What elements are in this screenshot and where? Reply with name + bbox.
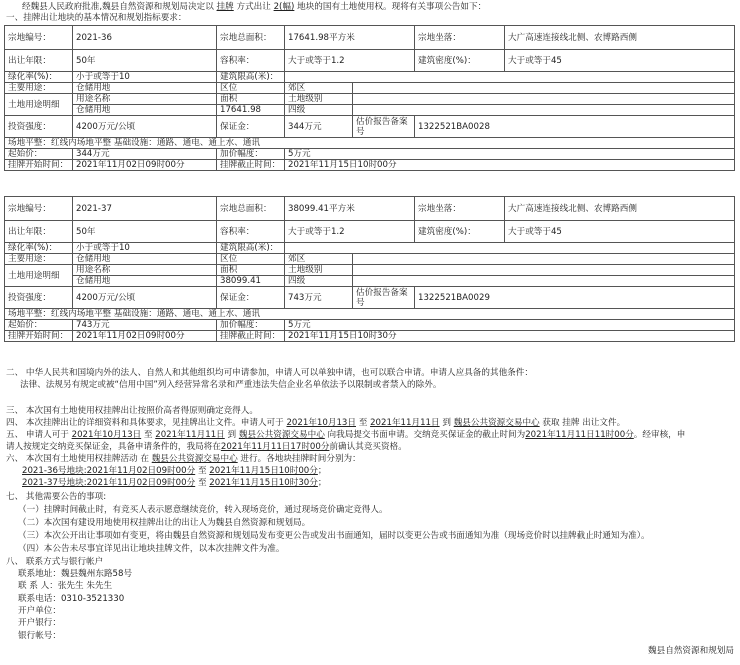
- plot-ratio: 大于或等于1.2: [285, 221, 415, 243]
- label-location: 宗地坐落：: [415, 197, 505, 221]
- section5-text: 五、 申请人可于: [6, 430, 69, 440]
- section6-text: 号地块:: [57, 466, 87, 476]
- parcel-no: 2021-36: [73, 26, 217, 50]
- label-start-price: 起始价：: [5, 320, 73, 331]
- green-ratio: 小于或等于10: [73, 72, 217, 83]
- term: 50年: [73, 50, 217, 72]
- label-height-limit: 建筑限高(米)：: [217, 72, 285, 83]
- label-plot-ratio: 容积率：: [217, 221, 285, 243]
- land-grade: 四级: [285, 276, 353, 287]
- section5-text: 。经审核，申: [633, 430, 686, 440]
- section5-text: 前确认其竞买资格。: [329, 442, 407, 452]
- increment: 5万元: [285, 320, 735, 331]
- section6-text: ；: [317, 478, 327, 488]
- parcel-table-2021-36: [4, 25, 735, 171]
- increment: 5万元: [285, 149, 735, 160]
- label-total-area: 宗地总面积：: [217, 197, 285, 221]
- green-ratio: 小于或等于10: [73, 243, 217, 254]
- label-land-grade: 土地级别: [285, 94, 353, 105]
- section4-text: 四、 本次挂牌出让的详细资料和具体要求，见挂牌出让文件。申请人可于: [6, 418, 284, 428]
- label-listing-start: 挂牌开始时间：: [5, 160, 73, 171]
- section3: 三、 本次国有土地使用权挂牌出让按照价高者得原则确定竞得人。: [6, 406, 258, 416]
- investment: 4200万元/公顷: [73, 287, 217, 309]
- area: 17641.98: [217, 105, 285, 116]
- listing-start: 2021年11月02日09时00分: [86, 478, 196, 488]
- parcel-no: 2021-36: [22, 466, 58, 476]
- start-price: 344万元: [73, 149, 217, 160]
- section5-center: 魏县公共资源交易中心: [238, 430, 325, 440]
- term: 50年: [73, 221, 217, 243]
- site-level-text: 场地平整：红线内场地平整: [8, 138, 112, 148]
- section6-text: 号地块:: [57, 478, 87, 488]
- location: 大广高速连接线北侧、农博路西侧: [505, 197, 735, 221]
- intro-text: 经魏县人民政府批准,魏县自然资源和规划局决定以: [22, 2, 214, 12]
- section5-date-end: 2021年11月11日: [155, 430, 225, 440]
- label-main-use: 主要用途：: [5, 83, 73, 94]
- section6-text: 进行。各地块挂牌时间分别为：: [240, 454, 361, 464]
- section6-text: 至: [197, 466, 207, 476]
- label-green-ratio: 绿化率(%)：: [5, 243, 73, 254]
- label-land-grade: 土地级别: [285, 265, 353, 276]
- listing-end: 2021年11月15日10时00分: [209, 466, 318, 476]
- label-listing-end: 挂牌截止时间：: [217, 331, 285, 342]
- label-appraisal: 估价报告备案号: [353, 116, 415, 138]
- section6-text: ；: [317, 466, 327, 476]
- section5-confirm-deadline: 2021年11月11日17时00分: [220, 442, 330, 452]
- label-term: 出让年限：: [5, 50, 73, 72]
- infrastructure: 通路、通电、通上水、通讯: [156, 309, 260, 319]
- contact-phone: 联系电话：0310-3521330: [18, 594, 125, 604]
- label-term: 出让年限：: [5, 221, 73, 243]
- contact-address: 联系地址：魏县魏州东路58号: [18, 569, 133, 579]
- signature: 魏县自然资源和规划局: [648, 646, 734, 656]
- label-deposit: 保证金：: [217, 116, 285, 138]
- section5-date-start: 2021年10月13日: [71, 430, 142, 440]
- label-increment: 加价幅度：: [217, 320, 285, 331]
- label-area: 面积: [217, 265, 285, 276]
- label-infrastructure: 基础设施：: [113, 138, 157, 148]
- section1-title: 一、挂牌出让地块的基本情况和规划指标要求：: [6, 13, 187, 23]
- label-parcel-no: 宗地编号：: [5, 197, 73, 221]
- label-start-price: 起始价：: [5, 149, 73, 160]
- label-plot-ratio: 容积率：: [217, 50, 285, 72]
- plot-ratio: 大于或等于1.2: [285, 50, 415, 72]
- label-area: 面积: [217, 94, 285, 105]
- section6-parcel-36-time: [22, 466, 326, 477]
- label-height-limit: 建筑限高(米)：: [217, 243, 285, 254]
- label-deposit: 保证金：: [217, 287, 285, 309]
- appraisal-no: 1322521BA0028: [415, 116, 735, 138]
- listing-start: 2021年11月02日09时00分: [86, 466, 196, 476]
- section4: [6, 418, 625, 429]
- investment: 4200万元/公顷: [73, 116, 217, 138]
- start-price: 743万元: [73, 320, 217, 331]
- zone: 郊区: [285, 83, 353, 94]
- section7-item: （三）本次公开出让事项如有变更，将由魏县自然资源和规划局发布变更公告或发出书面通知，届时以变更公告或书面通知为准（现场竞价时以挂牌截止时通知为准）。: [18, 531, 650, 541]
- section5-text: 向我局提交书面申请。交纳竞买保证金的截止时间为: [327, 430, 526, 440]
- section6-text: 六、 本次国有土地使用权挂牌活动: [6, 454, 138, 464]
- parcel-no: 2021-37: [73, 197, 217, 221]
- label-appraisal: 估价报告备案号: [353, 287, 415, 309]
- label-building-density: 建筑密度(%)：: [415, 50, 505, 72]
- section5-text: 请人按规定交纳竞买保证金，具备申请条件的，我局将在: [6, 442, 221, 452]
- section5-text: 到: [227, 430, 237, 440]
- account-unit: 开户单位：: [18, 606, 61, 616]
- land-grade: 四级: [285, 105, 353, 116]
- label-use-name: 用途名称: [73, 94, 217, 105]
- section5-line2: [6, 442, 407, 453]
- use-name: 仓储用地: [73, 105, 217, 116]
- label-building-density: 建筑密度(%)：: [415, 221, 505, 243]
- section4-text: 到: [442, 418, 451, 428]
- section6-text: 在: [140, 454, 149, 464]
- intro-text: 地块的国有土地使用权。现将有关事项公告如下：: [297, 2, 487, 12]
- section7-item: （二）本次国有建设用地使用权挂牌出让的出让人为魏县自然资源和规划局。: [18, 518, 311, 528]
- building-density: 大于或等于45: [505, 50, 735, 72]
- label-green-ratio: 绿化率(%)：: [5, 72, 73, 83]
- total-area: 17641.98平方米: [285, 26, 415, 50]
- section6-center: 魏县公共资源交易中心: [151, 454, 238, 464]
- location: 大广高速连接线北侧、农博路西侧: [505, 26, 735, 50]
- section7-title: 七、 其他需要公告的事项:: [6, 492, 107, 502]
- area: 38099.41: [217, 276, 285, 287]
- section5-deposit-deadline: 2021年11月11日11时00分: [525, 430, 634, 440]
- account-bank: 开户银行：: [18, 618, 61, 628]
- use-name: 仓储用地: [73, 276, 217, 287]
- listing-start: 2021年11月02日09时00分: [73, 331, 217, 342]
- section4-text: 获取 挂牌 出让文件。: [542, 418, 626, 428]
- section6-line1: [6, 454, 361, 465]
- site-level-text: 场地平整：红线内场地平整: [8, 309, 112, 319]
- listing-end: 2021年11月15日10时30分: [285, 331, 735, 342]
- label-listing-end: 挂牌截止时间：: [217, 160, 285, 171]
- deposit: 743万元: [285, 287, 353, 309]
- intro-count: 2(幅): [273, 2, 295, 12]
- label-investment: 投资强度：: [5, 116, 73, 138]
- label-zone: 区位: [217, 83, 285, 94]
- label-total-area: 宗地总面积：: [217, 26, 285, 50]
- deposit: 344万元: [285, 116, 353, 138]
- section5-line1: [6, 430, 685, 441]
- section6-text: 至: [197, 478, 207, 488]
- label-investment: 投资强度：: [5, 287, 73, 309]
- account-number: 银行帐号：: [18, 631, 61, 641]
- infrastructure: 通路、通电、通上水、通讯: [156, 138, 260, 148]
- appraisal-no: 1322521BA0029: [415, 287, 735, 309]
- label-location: 宗地坐落：: [415, 26, 505, 50]
- parcel-no: 2021-37: [22, 478, 58, 488]
- main-use: 仓储用地: [73, 83, 217, 94]
- section2-line2: 法律、法规另有规定或被“信用中国”列入经营异常名录和严重违法失信企业名单依法予以限制或者禁入的除外。: [20, 380, 442, 390]
- section7-item: （四）本公告未尽事宜详见出让地块挂牌文件，以本次挂牌文件为准。: [18, 544, 285, 554]
- section7-item: （一）挂牌时间截止时，有竞买人表示愿意继续竞价，转入现场竞价，通过现场竞价确定竞得人。: [18, 505, 388, 515]
- label-infrastructure: 基础设施：: [113, 309, 157, 319]
- section4-text: 至: [358, 418, 368, 428]
- label-use-detail: 土地用途明细: [5, 265, 73, 287]
- intro-paragraph: [22, 2, 486, 13]
- section2-line1: 二、 中华人民共和国境内外的法人、自然人和其他组织均可申请参加，申请人可以单独申请，也可以联合申请。申请人应具备的其他条件：: [6, 368, 533, 378]
- intro-text: 方式出让: [236, 2, 271, 12]
- listing-end: 2021年11月15日10时30分: [209, 478, 318, 488]
- total-area: 38099.41平方米: [285, 197, 415, 221]
- label-main-use: 主要用途：: [5, 254, 73, 265]
- zone: 郊区: [285, 254, 353, 265]
- label-zone: 区位: [217, 254, 285, 265]
- label-parcel-no: 宗地编号：: [5, 26, 73, 50]
- section8-title: 八、 联系方式与银行帐户: [6, 557, 104, 567]
- contact-person: 联 系 人：张先生 朱先生: [18, 581, 113, 591]
- label-increment: 加价幅度：: [217, 149, 285, 160]
- parcel-table-2021-37: [4, 196, 735, 342]
- listing-end: 2021年11月15日10时00分: [285, 160, 735, 171]
- label-listing-start: 挂牌开始时间：: [5, 331, 73, 342]
- section4-date-end: 2021年11月11日: [370, 418, 440, 428]
- section5-text: 至: [143, 430, 153, 440]
- section6-parcel-37-time: [22, 478, 326, 489]
- section4-center: 魏县公共资源交易中心: [453, 418, 540, 428]
- label-use-detail: 土地用途明细: [5, 94, 73, 116]
- section4-date-start: 2021年10月13日: [286, 418, 356, 428]
- building-density: 大于或等于45: [505, 221, 735, 243]
- listing-start: 2021年11月02日09时00分: [73, 160, 217, 171]
- main-use: 仓储用地: [73, 254, 217, 265]
- intro-method: 挂牌: [216, 2, 234, 12]
- label-use-name: 用途名称: [73, 265, 217, 276]
